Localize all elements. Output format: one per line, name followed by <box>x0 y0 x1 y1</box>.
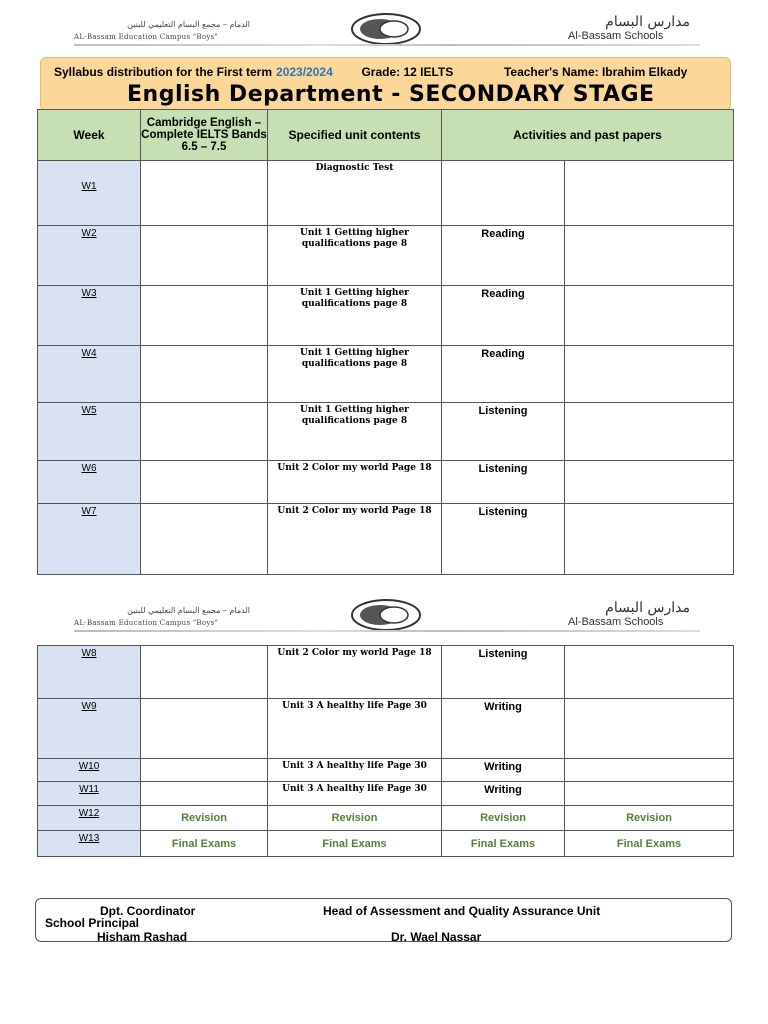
letterhead-english-line: AL-Bassam Education Campus "Boys" <box>74 33 219 41</box>
final-exams-cell: Final Exams <box>565 831 734 857</box>
col-week: Week <box>38 110 141 161</box>
letterhead-second-page <box>0 594 768 642</box>
table-row <box>38 782 734 806</box>
week-cell: W11 <box>38 782 141 806</box>
syllabus-label: Syllabus distribution for the First term <box>54 65 273 79</box>
letterhead-english-line: AL-Bassam Education Campus "Boys" <box>74 619 219 627</box>
past-paper-cell <box>565 403 734 461</box>
week-cell: W3 <box>38 286 141 346</box>
past-paper-cell <box>565 161 734 226</box>
head-unit-label: Head of Assessment and Quality Assurance Unit <box>323 904 601 918</box>
activity-cell <box>442 161 565 226</box>
unit-cell: Unit 3 A healthy life Page 30 <box>268 699 442 759</box>
book-cell <box>141 782 268 806</box>
unit-cell: Unit 3 A healthy life Page 30 <box>268 759 442 782</box>
activity-cell: Listening <box>442 403 565 461</box>
brand-arabic: مدارس البسام <box>605 600 690 616</box>
book-cell <box>141 286 268 346</box>
activity-cell: Listening <box>442 646 565 699</box>
signature-box <box>35 898 732 942</box>
head-unit-name: Dr. Wael Nassar <box>391 930 482 942</box>
activity-cell: Listening <box>442 504 565 575</box>
unit-cell: Diagnostic Test <box>268 161 442 226</box>
term-year: 2023/2024 <box>276 65 333 79</box>
week-cell: W4 <box>38 346 141 403</box>
book-cell <box>141 699 268 759</box>
week-cell: W12 <box>38 806 141 831</box>
table-row <box>38 759 734 782</box>
col-book: Cambridge English – Complete IELTS Bands 6.5 – 7.5 <box>141 110 268 161</box>
table-row <box>38 504 734 575</box>
table-row <box>38 403 734 461</box>
final-exams-cell: Final Exams <box>268 831 442 857</box>
brand-english: Al-Bassam Schools <box>568 30 664 42</box>
book-cell <box>141 504 268 575</box>
activity-cell: Writing <box>442 699 565 759</box>
table-row <box>38 461 734 504</box>
past-paper-cell <box>565 646 734 699</box>
col-activities: Activities and past papers <box>442 110 734 161</box>
past-paper-cell <box>565 759 734 782</box>
col-contents: Specified unit contents <box>268 110 442 161</box>
book-cell <box>141 403 268 461</box>
page-title: English Department - SECONDARY STAGE <box>127 82 655 107</box>
unit-cell: Unit 2 Color my world Page 18 <box>268 646 442 699</box>
syllabus-table-page-2 <box>37 645 734 857</box>
unit-cell: Unit 1 Getting higher qualifications page 8 <box>268 286 442 346</box>
past-paper-cell <box>565 346 734 403</box>
unit-cell: Unit 1 Getting higher qualifications page 8 <box>268 226 442 286</box>
brand-english: Al-Bassam Schools <box>568 616 664 628</box>
school-logo-icon <box>350 12 422 46</box>
final-exams-cell: Final Exams <box>141 831 268 857</box>
activity-cell: Reading <box>442 226 565 286</box>
brand-arabic: مدارس البسام <box>605 14 690 30</box>
revision-cell: Revision <box>141 806 268 831</box>
activity-cell: Listening <box>442 461 565 504</box>
table-row <box>38 161 734 226</box>
week-cell: W13 <box>38 831 141 857</box>
table-row <box>38 226 734 286</box>
banner-info-row <box>54 65 691 79</box>
letterhead-arabic-line: الدمام – مجمع البسام التعليمي للبنين <box>127 20 250 29</box>
past-paper-cell <box>565 782 734 806</box>
school-logo-icon <box>350 598 422 632</box>
syllabus-table-page-1 <box>37 109 734 575</box>
revision-cell: Revision <box>565 806 734 831</box>
book-cell <box>141 461 268 504</box>
grade-label: Grade: 12 IELTS <box>361 65 454 79</box>
table-row <box>38 699 734 759</box>
letterhead-divider <box>74 44 700 46</box>
past-paper-cell <box>565 226 734 286</box>
coordinator-label: Dpt. Coordinator <box>100 904 196 918</box>
unit-cell: Unit 1 Getting higher qualifications page 8 <box>268 346 442 403</box>
week-cell: W10 <box>38 759 141 782</box>
table-row-final-exams <box>38 831 734 857</box>
book-cell <box>141 226 268 286</box>
week-cell: W9 <box>38 699 141 759</box>
book-cell <box>141 759 268 782</box>
revision-cell: Revision <box>442 806 565 831</box>
letterhead-arabic-line: الدمام – مجمع البسام التعليمي للبنين <box>127 606 250 615</box>
letterhead-top <box>0 8 768 56</box>
past-paper-cell <box>565 504 734 575</box>
book-cell <box>141 346 268 403</box>
week-cell: W7 <box>38 504 141 575</box>
book-cell <box>141 161 268 226</box>
unit-cell: Unit 3 A healthy life Page 30 <box>268 782 442 806</box>
revision-cell: Revision <box>268 806 442 831</box>
unit-cell: Unit 2 Color my world Page 18 <box>268 461 442 504</box>
table-row <box>38 646 734 699</box>
table-row-revision <box>38 806 734 831</box>
week-cell: W2 <box>38 226 141 286</box>
week-cell: W8 <box>38 646 141 699</box>
past-paper-cell <box>565 699 734 759</box>
final-exams-cell: Final Exams <box>442 831 565 857</box>
teacher-name: Teacher's Name: Ibrahim Elkady <box>503 65 688 79</box>
syllabus-banner <box>40 57 731 111</box>
activity-cell: Reading <box>442 346 565 403</box>
principal-label: School Principal <box>45 916 140 930</box>
activity-cell: Writing <box>442 782 565 806</box>
unit-cell: Unit 1 Getting higher qualifications page 8 <box>268 403 442 461</box>
week-cell: W5 <box>38 403 141 461</box>
table-row <box>38 286 734 346</box>
activity-cell: Reading <box>442 286 565 346</box>
table-header-row <box>38 110 734 161</box>
letterhead-divider <box>74 630 700 632</box>
book-cell <box>141 646 268 699</box>
coordinator-name: Hisham Rashad <box>97 930 188 942</box>
activity-cell: Writing <box>442 759 565 782</box>
week-cell: W6 <box>38 461 141 504</box>
unit-cell: Unit 2 Color my world Page 18 <box>268 504 442 575</box>
past-paper-cell <box>565 461 734 504</box>
past-paper-cell <box>565 286 734 346</box>
table-row <box>38 346 734 403</box>
week-cell: W1 <box>38 161 141 226</box>
